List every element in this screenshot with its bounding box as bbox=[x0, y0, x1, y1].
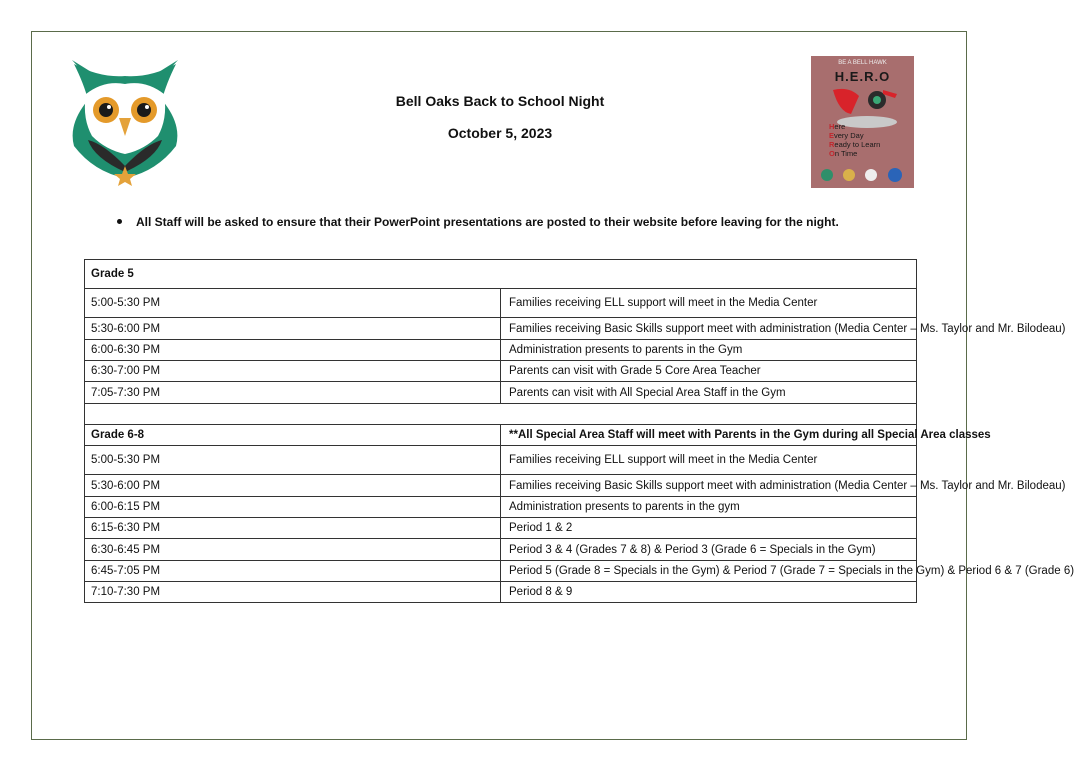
time-cell: 6:15-6:30 PM bbox=[85, 518, 501, 539]
table-row bbox=[85, 539, 917, 561]
hero-line-cap: E bbox=[829, 131, 835, 140]
desc-cell: Families receiving Basic Skills support meet with administration (Media Center – Ms. Taylor and Mr. Bilodeau) bbox=[501, 318, 917, 340]
hero-line-rest: n Time bbox=[834, 149, 858, 158]
table-row bbox=[85, 497, 917, 518]
event-date: October 5, 2023 bbox=[447, 125, 553, 141]
time-cell: 6:45-7:05 PM bbox=[85, 561, 501, 582]
time-cell: 5:00-5:30 PM bbox=[85, 289, 501, 318]
table-row bbox=[85, 289, 917, 318]
bullet-icon bbox=[117, 219, 122, 224]
table-row bbox=[85, 361, 917, 382]
hero-line-rest: very Day bbox=[834, 131, 864, 140]
grade68-header-row bbox=[85, 425, 917, 446]
hero-line-rest: eady to Learn bbox=[834, 140, 881, 149]
desc-cell: Period 5 (Grade 8 = Specials in the Gym) & Period 7 (Grade 7 = Specials in the Gym) & Period 6 & 7 (Grade 6) bbox=[501, 561, 917, 582]
spacer-cell bbox=[85, 404, 917, 425]
desc-cell: Families receiving Basic Skills support meet with administration (Media Center – Ms. Taylor and Mr. Bilodeau) bbox=[501, 475, 917, 497]
desc-cell: Period 8 & 9 bbox=[501, 582, 917, 603]
hero-mascot-icons bbox=[817, 167, 907, 183]
table-row bbox=[85, 582, 917, 603]
time-cell: 7:10-7:30 PM bbox=[85, 582, 501, 603]
staff-instruction bbox=[117, 215, 839, 229]
table-row bbox=[85, 446, 917, 475]
desc-cell: Parents can visit with All Special Area Staff in the Gym bbox=[501, 382, 917, 404]
time-cell: 6:00-6:15 PM bbox=[85, 497, 501, 518]
time-cell: 6:00-6:30 PM bbox=[85, 340, 501, 361]
table-row bbox=[85, 382, 917, 404]
hero-line-cap: R bbox=[829, 140, 835, 149]
desc-cell: Parents can visit with Grade 5 Core Area Teacher bbox=[501, 361, 917, 382]
staff-instruction-text: All Staff will be asked to ensure that their PowerPoint presentations are posted to their website before leaving for the night. bbox=[136, 215, 839, 229]
grade5-label: Grade 5 bbox=[85, 260, 917, 289]
owl-logo-icon bbox=[64, 54, 186, 186]
hero-badge bbox=[811, 56, 914, 188]
time-cell: 6:30-7:00 PM bbox=[85, 361, 501, 382]
table-row bbox=[85, 475, 917, 497]
desc-cell: Families receiving ELL support will meet in the Media Center bbox=[501, 289, 917, 318]
grade68-note: **All Special Area Staff will meet with Parents in the Gym during all Special Area classes bbox=[501, 425, 917, 446]
desc-cell: Period 1 & 2 bbox=[501, 518, 917, 539]
table-row bbox=[85, 561, 917, 582]
grade68-label: Grade 6-8 bbox=[85, 425, 501, 446]
grade5-header-row bbox=[85, 260, 917, 289]
table-row bbox=[85, 318, 917, 340]
desc-cell: Families receiving ELL support will meet in the Media Center bbox=[501, 446, 917, 475]
time-cell: 7:05-7:30 PM bbox=[85, 382, 501, 404]
desc-cell: Administration presents to parents in the gym bbox=[501, 497, 917, 518]
hero-line-rest: ere bbox=[834, 122, 846, 131]
time-cell: 5:30-6:00 PM bbox=[85, 318, 501, 340]
hero-badge-title: H.E.R.O bbox=[834, 69, 891, 84]
hero-line-cap: O bbox=[829, 149, 835, 158]
hero-badge-top-text: BE A BELL HAWK bbox=[838, 60, 887, 66]
table-row bbox=[85, 340, 917, 361]
desc-cell: Period 3 & 4 (Grades 7 & 8) & Period 3 (Grade 6 = Specials in the Gym) bbox=[501, 539, 917, 561]
time-cell: 6:30-6:45 PM bbox=[85, 539, 501, 561]
time-cell: 5:30-6:00 PM bbox=[85, 475, 501, 497]
spacer-row bbox=[85, 404, 917, 425]
desc-cell: Administration presents to parents in the Gym bbox=[501, 340, 917, 361]
table-row bbox=[85, 518, 917, 539]
page-title: Bell Oaks Back to School Night bbox=[395, 93, 605, 109]
schedule-table bbox=[84, 259, 1074, 603]
time-cell: 5:00-5:30 PM bbox=[85, 446, 501, 475]
hero-line-cap: H bbox=[829, 122, 835, 131]
